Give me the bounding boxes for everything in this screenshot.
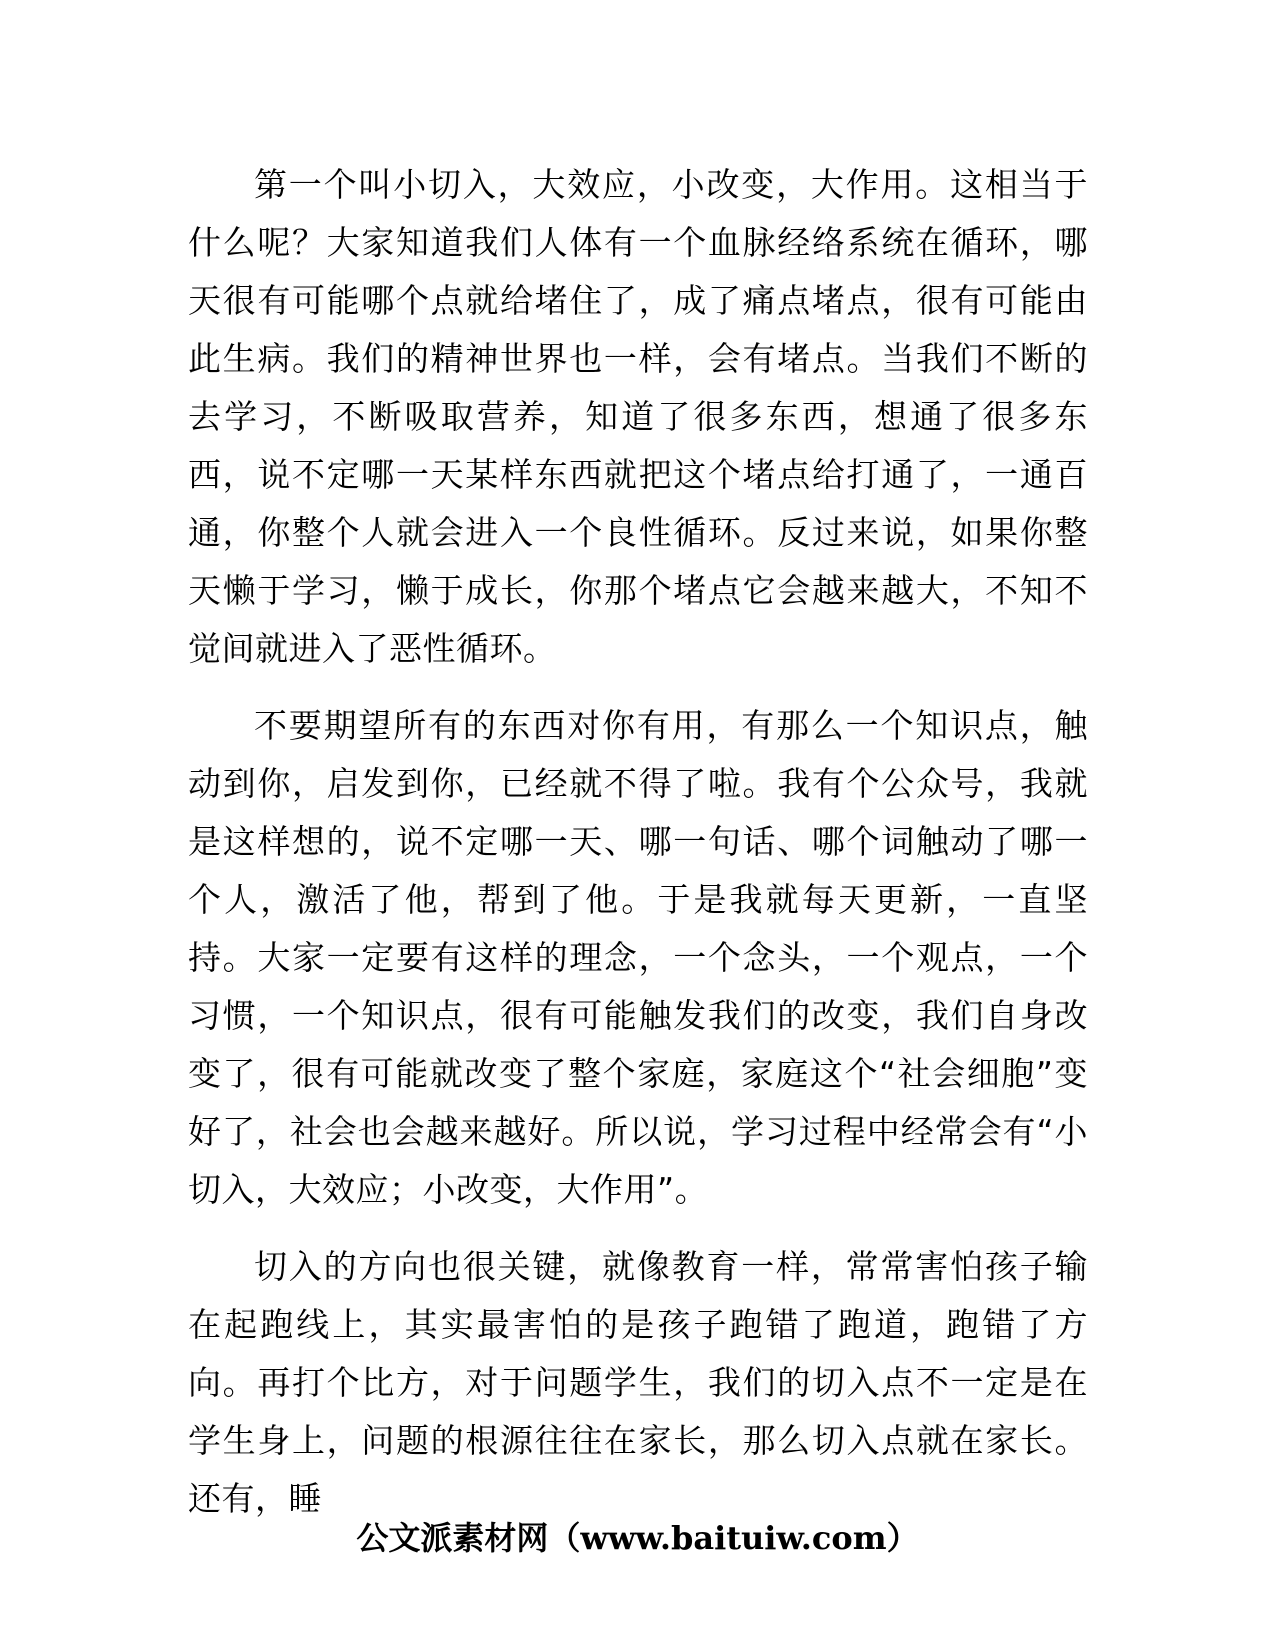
page-footer: 公文派素材网（www.baituiw.com） xyxy=(356,1519,919,1557)
paragraph-1: 第一个叫小切入，大效应，小改变，大作用。这相当于什么呢？大家知道我们人体有一个血脉经络系统在循环，哪天很有可能哪个点就给堵住了，成了痛点堵点，很有可能由此生病。我们的精神世界也一样，会有堵点。当我们不断的去学习，不断吸取营养，知道了很多东西，想通了很多东西，说不定哪一天某样东西就把这个堵点给打通了，一通百通，你整个人就会进入一个良性循环。反过来说，如果你整天懒于学习，懒于成长，你那个堵点它会越来越大，不知不觉间就进入了恶性循环。 xyxy=(188,165,1088,668)
paragraph-3: 切入的方向也很关键，就像教育一样，常常害怕孩子输在起跑线上，其实最害怕的是孩子跑错了跑道，跑错了方向。再打个比方，对于问题学生，我们的切入点不一定是在学生身上，问题的根源往往在家长，那么切入点就在家长。还有，睡 xyxy=(188,1247,1088,1518)
document-body xyxy=(188,156,1088,1547)
paragraph-2: 不要期望所有的东西对你有用，有那么一个知识点，触动到你，启发到你，已经就不得了啦。我有个公众号，我就是这样想的，说不定哪一天、哪一句话、哪个词触动了哪一个人，激活了他，帮到了他。于是我就每天更新，一直坚持。大家一定要有这样的理念，一个念头，一个观点，一个习惯，一个知识点，很有可能触发我们的改变，我们自身改变了，很有可能就改变了整个家庭，家庭这个“社会细胞”变好了，社会也会越来越好。所以说，学习过程中经常会有“小切入，大效应；小改变，大作用”。 xyxy=(188,706,1088,1209)
